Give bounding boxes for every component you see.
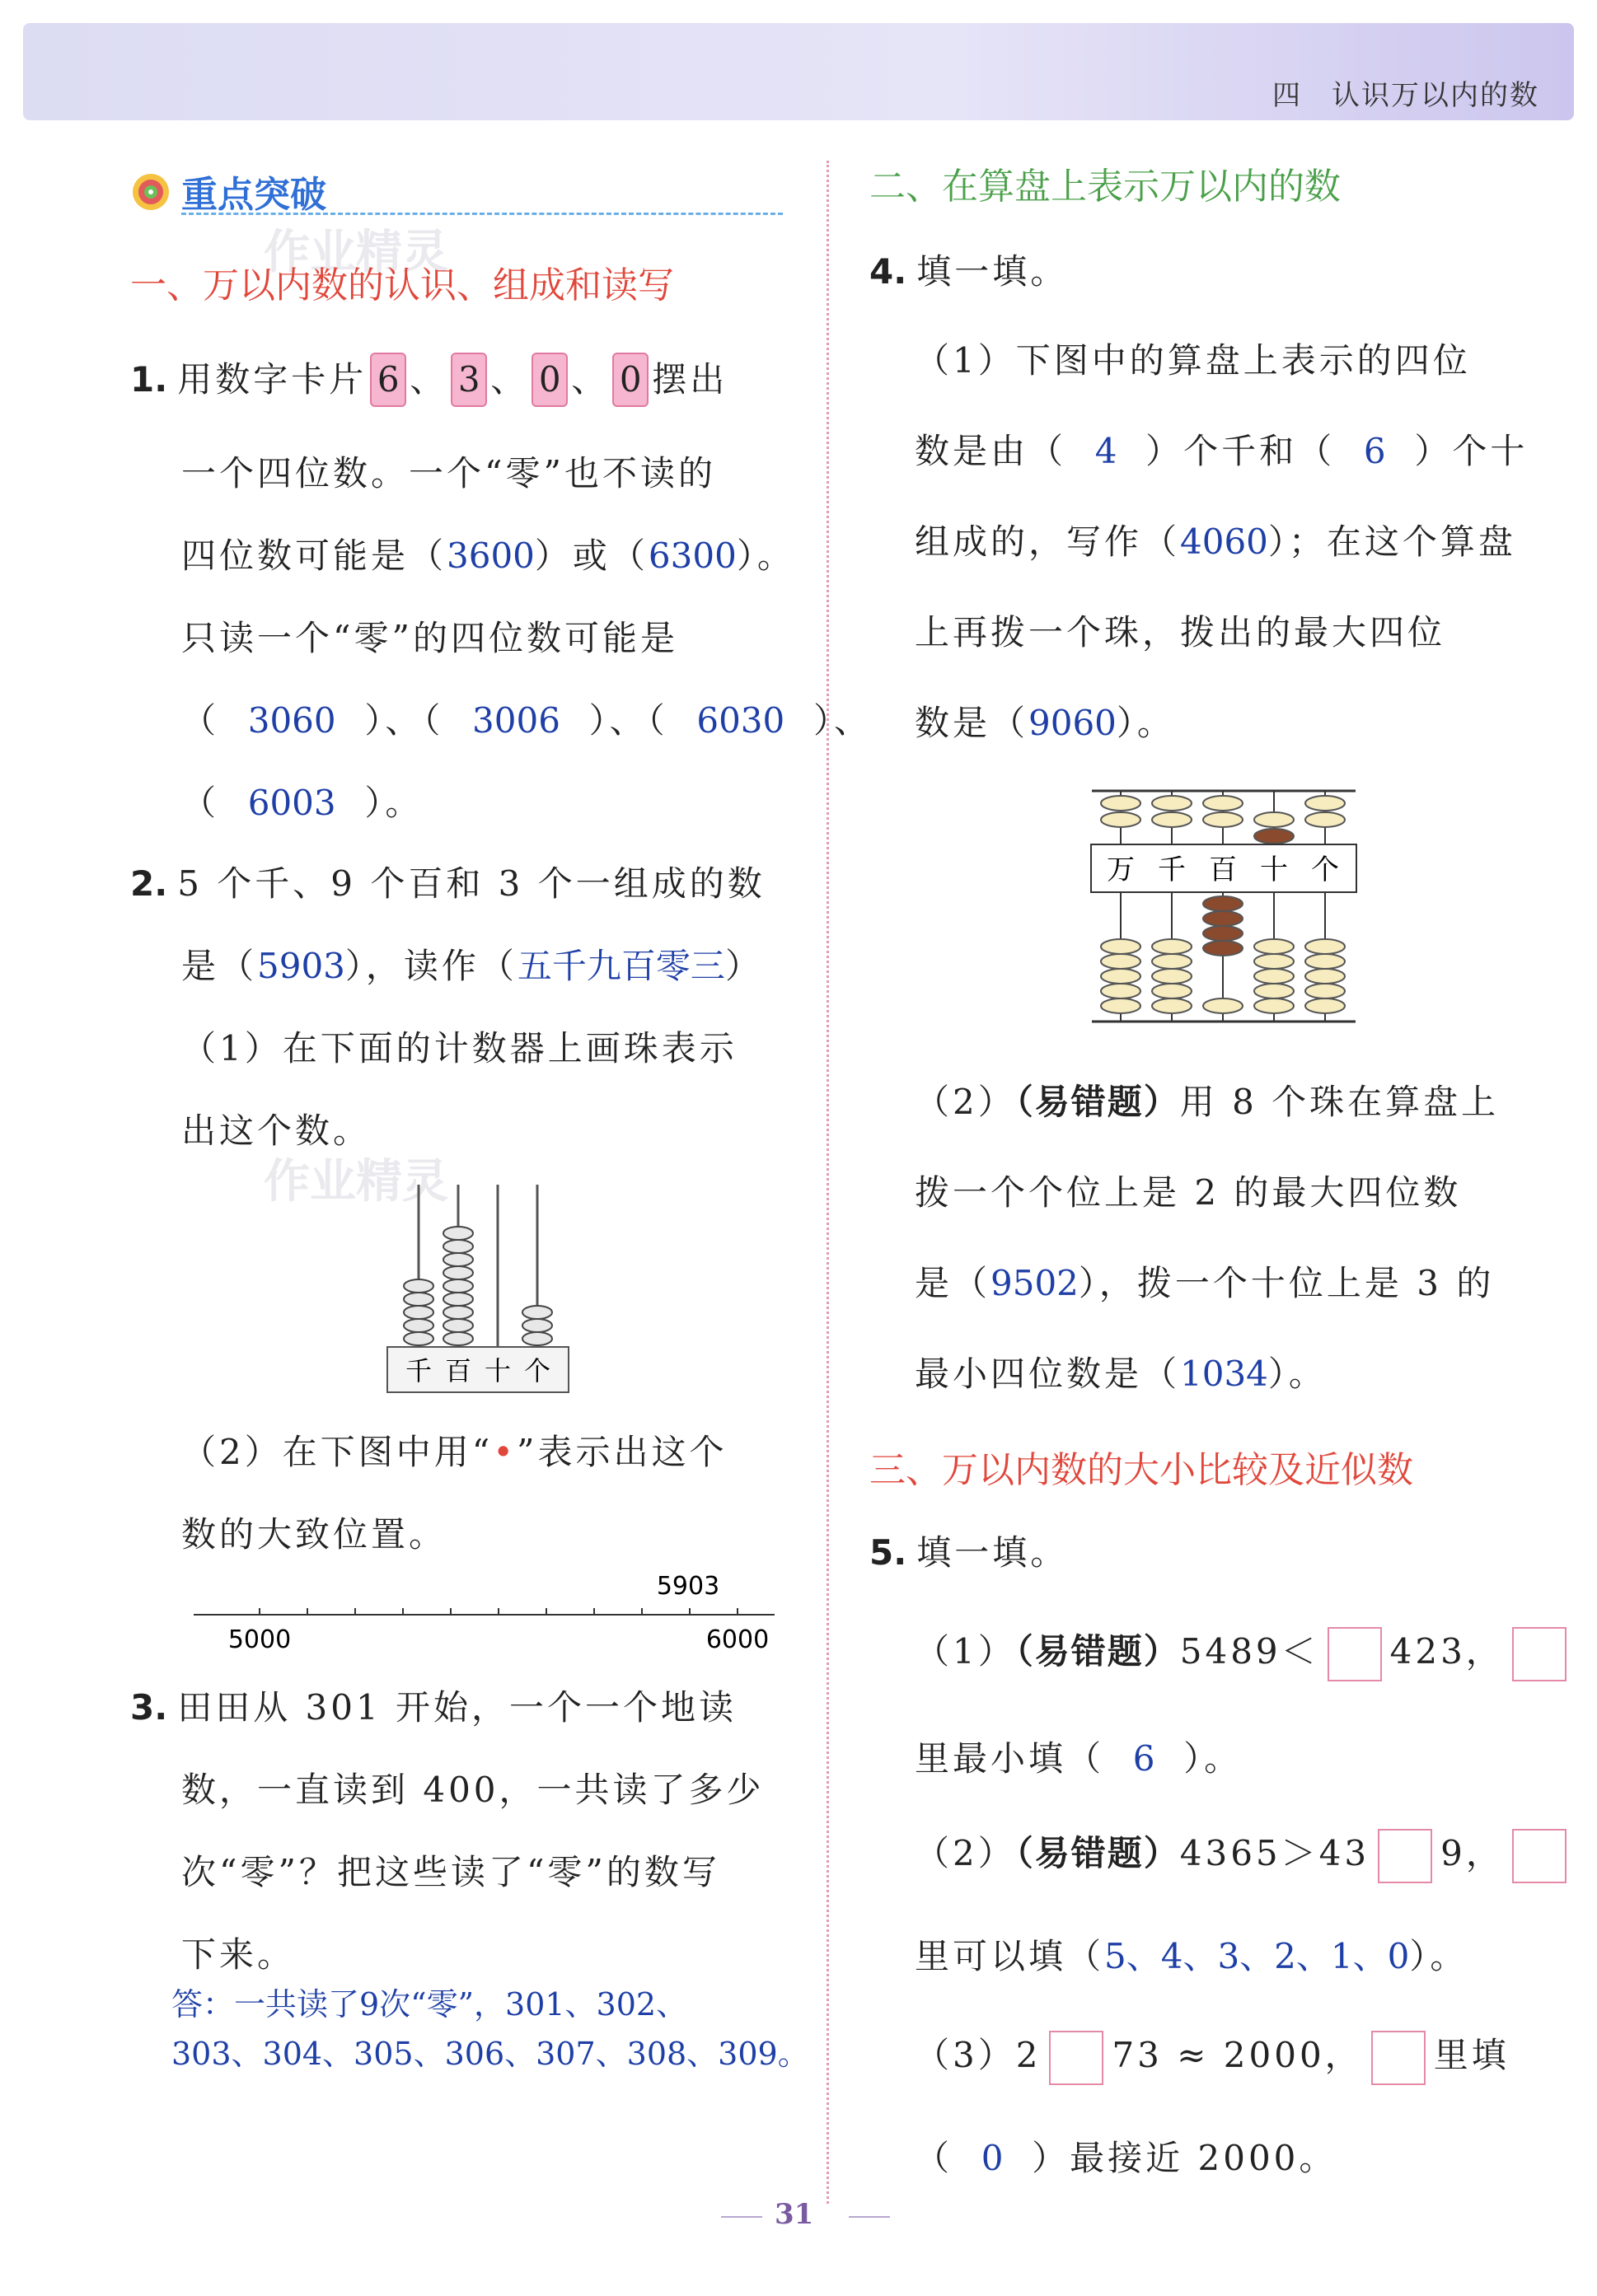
blank-box[interactable] — [1512, 1829, 1567, 1883]
q1-line6 — [181, 779, 423, 828]
sep: 、 — [410, 359, 448, 400]
blank-box[interactable] — [1512, 1627, 1567, 1681]
line-end-label: 6000 — [705, 1625, 770, 1652]
abacus-bead — [1152, 984, 1192, 998]
q5-part1-line1 — [915, 1627, 1575, 1681]
chapter-title: 四 认识万以内的数 — [1272, 79, 1539, 112]
counter-bead — [443, 1306, 473, 1319]
answer: 4060 — [1180, 521, 1268, 562]
t: （2） — [915, 1833, 1016, 1873]
t: ）、（ — [364, 700, 444, 741]
abacus-bead — [1305, 954, 1345, 969]
q2-sub1-line2: 出这个数。 — [181, 1111, 372, 1151]
line-mark-label: 5903 — [656, 1572, 720, 1601]
abacus-bead — [1152, 969, 1192, 984]
t: 田田从 301 开始，一个一个地读 — [177, 1687, 738, 1728]
counter-label: 千 — [405, 1355, 433, 1386]
abacus-bead — [1152, 939, 1192, 954]
abacus — [1088, 787, 1360, 1026]
counter-bead — [443, 1293, 473, 1306]
abacus-bead — [1203, 926, 1243, 941]
q5-title — [869, 1528, 1068, 1578]
q1-line4: 只读一个“零”的四位数可能是 — [181, 618, 678, 658]
abacus-bead — [1203, 896, 1243, 911]
pagenum-rule-right — [849, 2216, 890, 2218]
counter-label: 个 — [523, 1355, 551, 1386]
t: ）或（ — [534, 535, 649, 576]
page-number: 31 — [775, 2198, 814, 2231]
answer: 9060 — [1028, 703, 1117, 743]
t: （2）在下图中用“ — [181, 1432, 494, 1472]
abacus-bead — [1305, 969, 1345, 984]
counter-bead — [404, 1332, 433, 1345]
q3-answer-line1: 答：一共读了9次“零”，301、302、 — [171, 1986, 688, 2022]
error-prone-tag: （易错题） — [1015, 1833, 1180, 1873]
q1-text2: 摆出 — [652, 359, 728, 400]
digit-card: 0 — [532, 353, 568, 407]
abacus-bead — [1101, 998, 1140, 1013]
counter-label: 百 — [444, 1355, 472, 1386]
q4-number: 4. — [869, 251, 907, 292]
q2-line2 — [181, 942, 763, 991]
digit-card: 3 — [451, 353, 487, 407]
counter-bead — [443, 1266, 473, 1279]
q3-line4: 下来。 — [181, 1934, 296, 1975]
q2-sub2-line2: 数的大致位置。 — [181, 1514, 447, 1555]
counter-label: 十 — [484, 1355, 512, 1386]
t: （ — [915, 2138, 953, 2178]
q4-line3 — [915, 517, 1516, 567]
t: 里填 — [1433, 2035, 1510, 2075]
q2-sub1-line1: （1）在下面的计数器上画珠表示 — [181, 1028, 738, 1069]
t: 最小四位数是（ — [915, 1354, 1181, 1394]
counting-frame — [379, 1178, 577, 1401]
answer: 6030 — [696, 700, 785, 741]
q5-part3-line2 — [915, 2134, 1337, 2183]
section-2-title: 二、在算盘上表示万以内的数 — [869, 166, 1341, 208]
q2-sub2-line1 — [181, 1428, 727, 1477]
q4-line4: 上再拨一个珠，拨出的最大四位 — [915, 612, 1446, 652]
t: 里可以填（ — [915, 1936, 1105, 1976]
watermark-2: 作业精灵 — [264, 1155, 448, 1209]
q5-part2-line1 — [915, 1829, 1575, 1883]
abacus-bead — [1101, 812, 1140, 827]
counter-bead — [443, 1279, 473, 1293]
answer: 3006 — [472, 700, 560, 741]
t: 组成的，写作（ — [915, 521, 1181, 562]
q3-line1 — [130, 1683, 737, 1733]
t: ）。 — [1267, 1354, 1327, 1394]
abacus-bead — [1152, 812, 1192, 827]
abacus-label: 千 — [1158, 853, 1186, 886]
answer: 6300 — [648, 535, 737, 576]
watermark-1: 作业精灵 — [264, 226, 448, 279]
t: 数是（ — [915, 703, 1029, 743]
blank-box[interactable] — [1378, 1829, 1432, 1883]
t: ”表示出这个 — [516, 1432, 728, 1472]
answer: 4 — [1094, 431, 1117, 471]
t: （ — [181, 700, 220, 741]
t: 5 个千、9 个百和 3 个一组成的数 — [177, 863, 766, 904]
q3-number: 3. — [130, 1687, 168, 1728]
line-start-label: 5000 — [227, 1625, 292, 1652]
t: 数是由（ — [915, 431, 1067, 471]
pagenum-rule-left — [721, 2216, 762, 2218]
answer: 3060 — [247, 700, 336, 741]
t: ）。 — [1116, 703, 1175, 743]
digit-card: 0 — [612, 353, 649, 407]
q2-line1 — [130, 859, 766, 909]
counter-bead — [404, 1306, 433, 1319]
q1-line3 — [181, 531, 795, 581]
q1-line2: 一个四位数。一个“零”也不读的 — [181, 453, 716, 493]
q4-part2-line3 — [915, 1259, 1494, 1308]
abacus-bead — [1254, 829, 1294, 844]
red-dot-symbol: • — [493, 1432, 517, 1472]
q4-part2-line4 — [915, 1349, 1327, 1399]
t: ），拨一个十位上是 3 的 — [1078, 1263, 1495, 1303]
q4-title — [869, 247, 1068, 297]
answer: 0 — [981, 2138, 1004, 2178]
t: 423， — [1389, 1631, 1504, 1672]
abacus-bead — [1203, 998, 1243, 1013]
q4-line5 — [915, 699, 1175, 748]
abacus-label: 百 — [1209, 853, 1237, 886]
q4-line1: （1）下图中的算盘上表示的四位 — [915, 340, 1471, 381]
q4-part2-line2: 拨一个个位上是 2 的最大四位数 — [915, 1172, 1462, 1213]
t: 填一填。 — [916, 1532, 1069, 1573]
t: ）。 — [364, 783, 424, 823]
t: 4365＞43 — [1179, 1833, 1370, 1873]
q1-number: 1. — [130, 359, 168, 400]
q3-line3: 次“零”？把这些读了“零”的数写 — [181, 1852, 720, 1892]
q3-line2: 数，一直读到 400，一共读了多少 — [181, 1770, 765, 1810]
q1-text: 用数字卡片 — [177, 359, 368, 400]
answer: 五千九百零三 — [517, 946, 725, 986]
t: （1） — [915, 1631, 1016, 1672]
answer: 6 — [1363, 431, 1386, 471]
badge-underline — [181, 213, 783, 215]
number-line — [190, 1569, 783, 1652]
sep: 、 — [571, 359, 610, 400]
counter-bead — [522, 1306, 552, 1319]
abacus-bead — [1254, 998, 1294, 1013]
t: 填一填。 — [916, 251, 1069, 292]
counter-bead — [443, 1319, 473, 1332]
abacus-bead — [1203, 812, 1243, 827]
abacus-bead — [1254, 984, 1294, 998]
t: 用 8 个珠在算盘上 — [1179, 1082, 1500, 1122]
abacus-bead — [1254, 954, 1294, 969]
t: ），读作（ — [344, 946, 518, 986]
section-3-title: 三、万以内数的大小比较及近似数 — [869, 1449, 1413, 1491]
counter-bead — [443, 1332, 473, 1345]
abacus-bead — [1101, 984, 1140, 998]
t: ）个千和（ — [1145, 431, 1336, 471]
t: （ — [181, 783, 220, 823]
t: ） — [724, 946, 763, 986]
t: 四位数可能是（ — [181, 535, 447, 576]
t: 5489＜ — [1179, 1631, 1319, 1672]
q1-line5 — [181, 696, 872, 746]
answer: 6 — [1132, 1738, 1155, 1779]
t: ）个十 — [1414, 431, 1529, 471]
t: ）。 — [1409, 1936, 1468, 1976]
counter-bead — [443, 1240, 473, 1253]
counter-bead — [522, 1319, 552, 1332]
column-divider — [827, 161, 829, 2204]
abacus-bead — [1305, 939, 1345, 954]
t: ）；在这个算盘 — [1267, 521, 1516, 562]
error-prone-tag: （易错题） — [1015, 1631, 1180, 1672]
abacus-bead — [1305, 812, 1345, 827]
answer: 1034 — [1180, 1354, 1268, 1394]
t: 是（ — [915, 1263, 991, 1303]
abacus-bead — [1305, 998, 1345, 1013]
t: （2） — [915, 1082, 1016, 1122]
q5-number: 5. — [869, 1532, 907, 1573]
t: 9， — [1440, 1833, 1504, 1873]
q4-part2-line1 — [915, 1078, 1499, 1127]
t: 73 ≈ 2000， — [1112, 2035, 1363, 2075]
q2-number: 2. — [130, 863, 168, 904]
abacus-bead — [1152, 796, 1192, 811]
abacus-bead — [1305, 796, 1345, 811]
abacus-bead — [1203, 796, 1243, 811]
abacus-bead — [1152, 954, 1192, 969]
abacus-label: 万 — [1107, 853, 1135, 886]
abacus-bead — [1101, 939, 1140, 954]
abacus-bead — [1203, 941, 1243, 956]
t: 是（ — [181, 946, 258, 986]
badge-title: 重点突破 — [181, 174, 326, 216]
sep: 、 — [490, 359, 529, 400]
abacus-bead — [1203, 911, 1243, 926]
abacus-bead — [1254, 939, 1294, 954]
q4-line2 — [915, 427, 1528, 476]
answer: 9502 — [991, 1263, 1079, 1303]
counter-bead — [522, 1332, 552, 1345]
q1-line1 — [130, 353, 728, 407]
t: 里最小填（ — [915, 1738, 1105, 1779]
target-icon — [130, 171, 171, 213]
answer: 5、4、3、2、1、0 — [1104, 1936, 1410, 1976]
t: ）。 — [736, 535, 795, 576]
blank-box[interactable] — [1371, 2031, 1426, 2085]
t: （3）2 — [915, 2035, 1042, 2075]
counter-bead — [443, 1253, 473, 1266]
abacus-bead — [1254, 969, 1294, 984]
counter-bead — [404, 1293, 433, 1306]
abacus-label: 十 — [1260, 853, 1288, 886]
counter-bead — [404, 1279, 433, 1293]
abacus-bead — [1305, 984, 1345, 998]
abacus-bead — [1101, 796, 1140, 811]
section-1-title: 一、万以内数的认识、组成和读写 — [130, 264, 674, 306]
q5-part2-line2 — [915, 1932, 1468, 1981]
answer: 5903 — [257, 946, 345, 986]
abacus-bead — [1101, 969, 1140, 984]
q5-part1-line2 — [915, 1734, 1242, 1784]
abacus-bead — [1254, 812, 1294, 827]
t: ）、（ — [588, 700, 668, 741]
blank-box[interactable] — [1049, 2031, 1103, 2085]
t: ）、 — [813, 700, 872, 741]
blank-box[interactable] — [1328, 1627, 1382, 1681]
t: ）。 — [1183, 1738, 1243, 1779]
q5-part3-line1 — [915, 2031, 1510, 2085]
abacus-label: 个 — [1311, 853, 1339, 886]
counter-bead — [404, 1319, 433, 1332]
abacus-bead — [1101, 954, 1140, 969]
answer: 6003 — [247, 783, 336, 823]
q3-answer-line2: 303、304、305、306、307、308、309。 — [171, 2036, 809, 2072]
answer: 3600 — [447, 535, 535, 576]
digit-card: 6 — [370, 353, 406, 407]
t: ）最接近 2000。 — [1032, 2138, 1337, 2178]
abacus-bead — [1152, 998, 1192, 1013]
counter-bead — [443, 1227, 473, 1240]
error-prone-tag: （易错题） — [1015, 1082, 1180, 1122]
